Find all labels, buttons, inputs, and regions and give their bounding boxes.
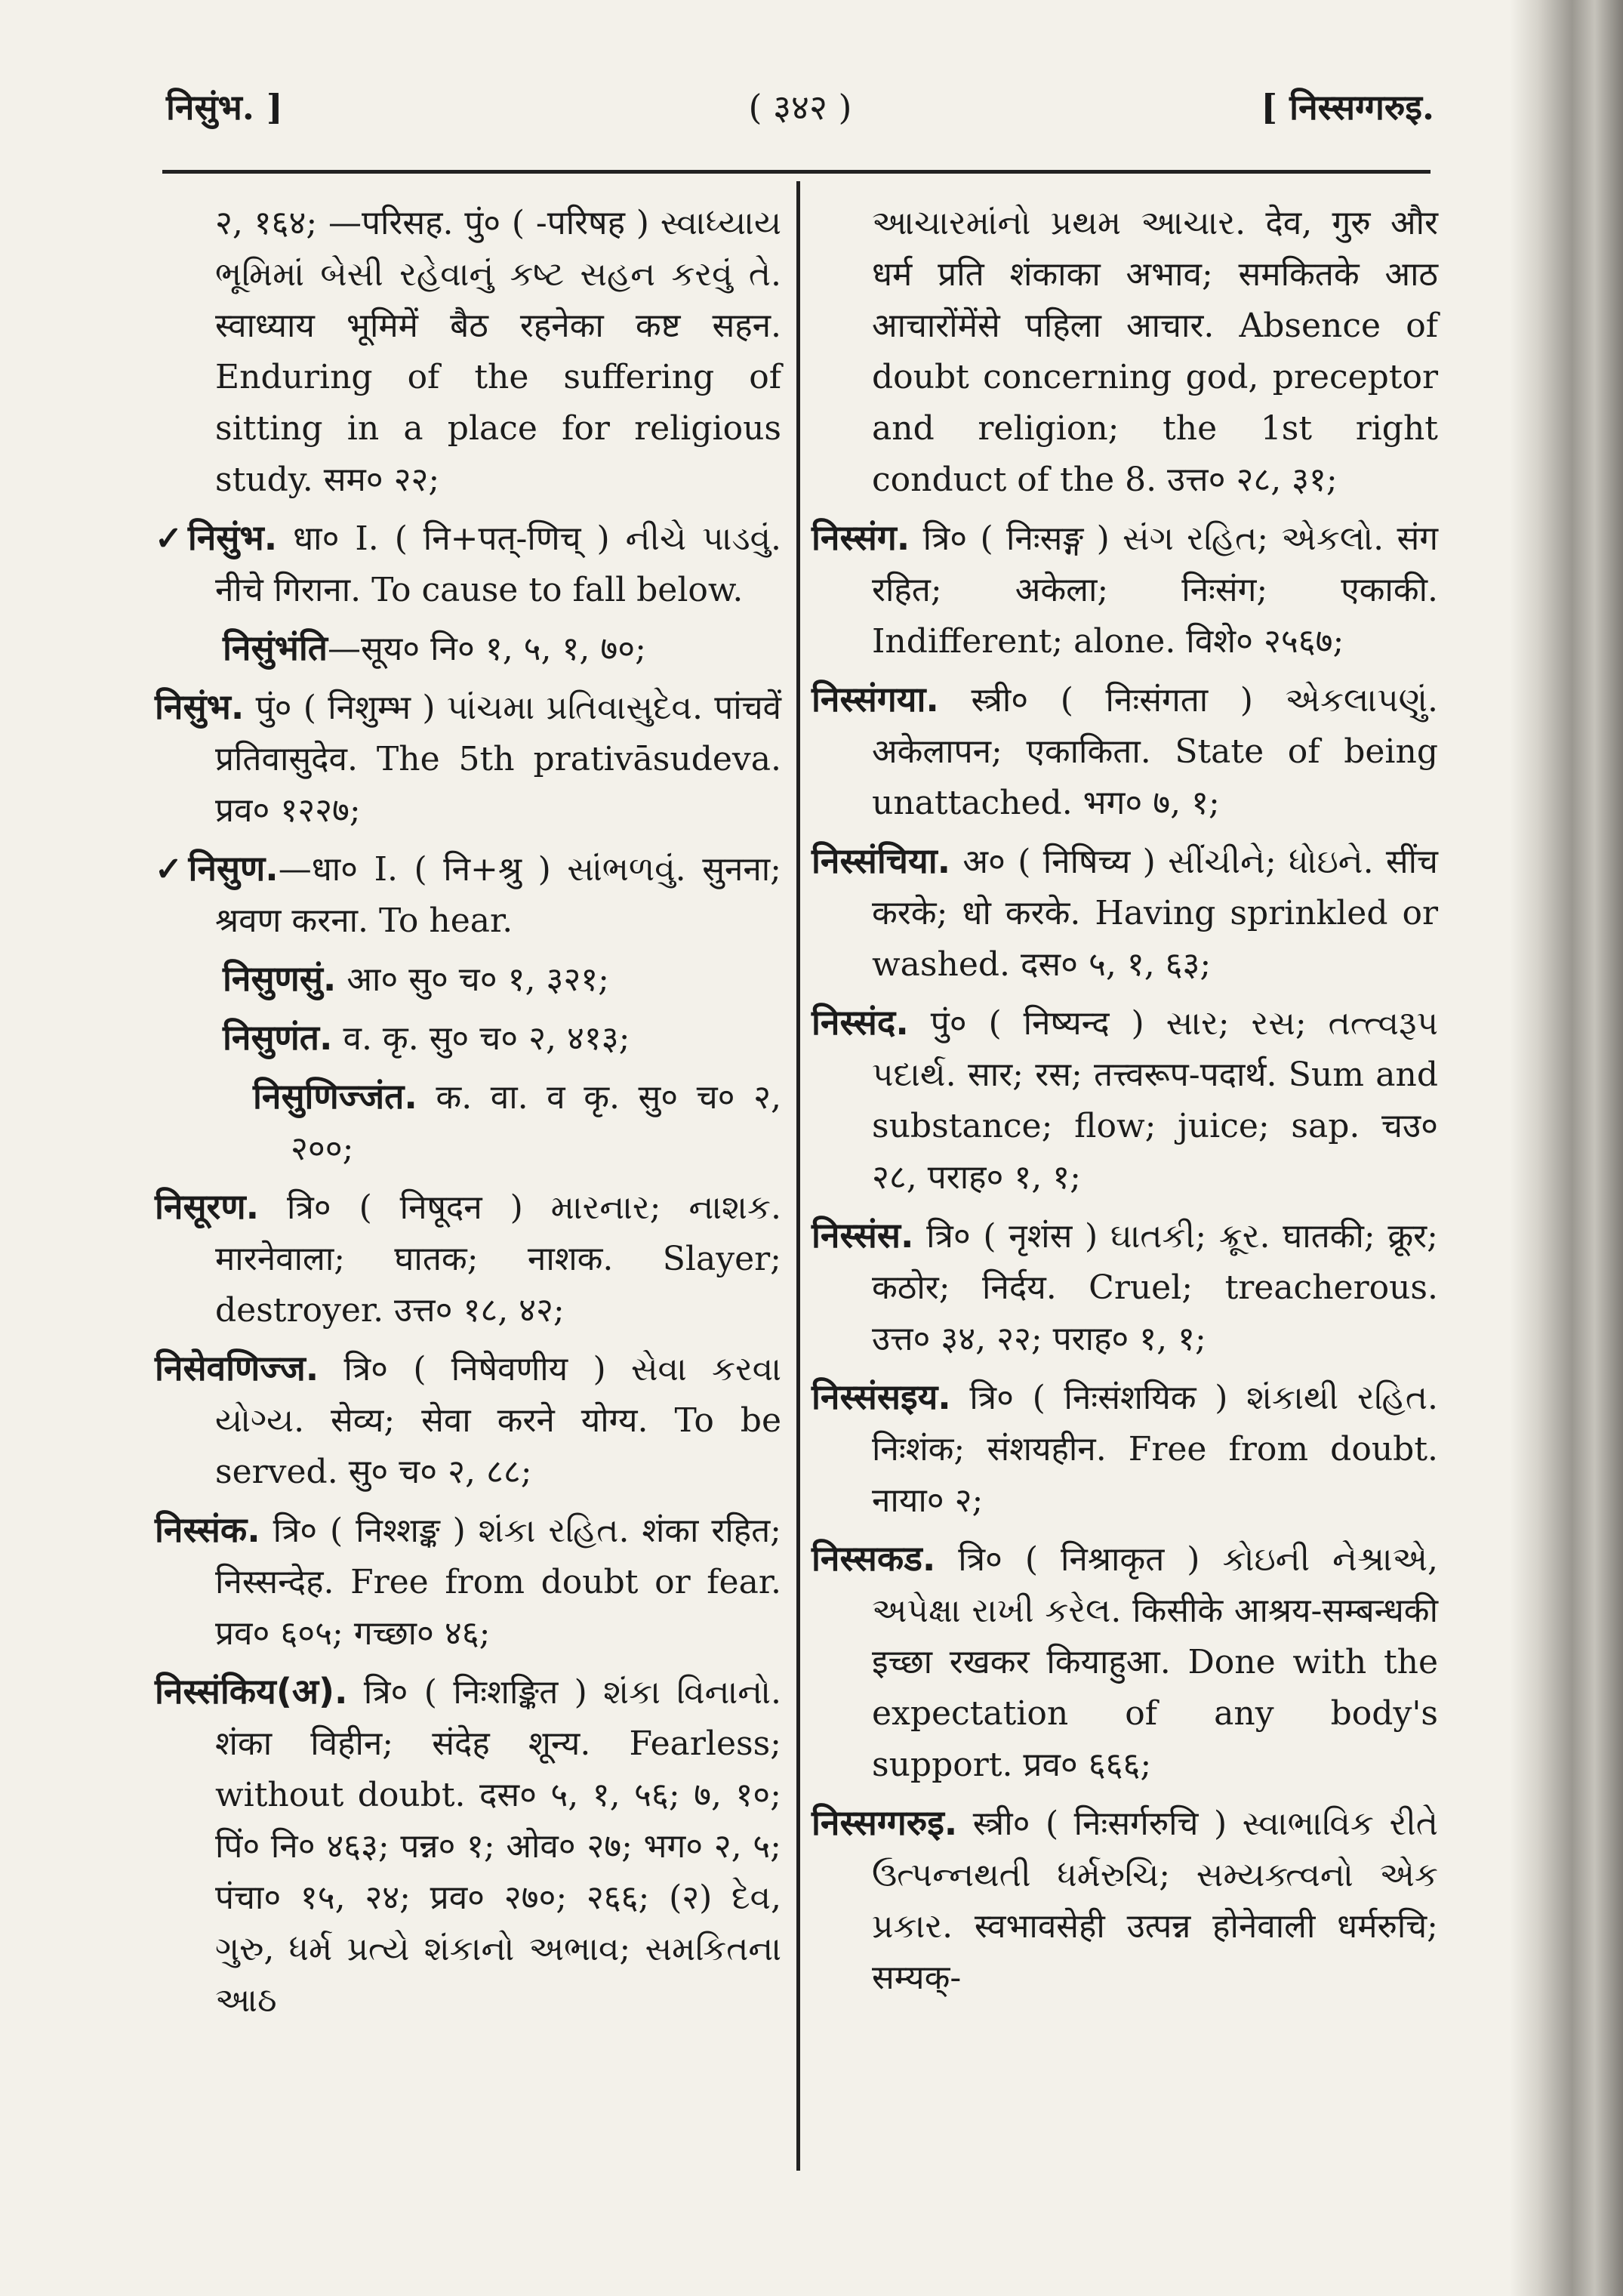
entry-headword: निसुणिज्जंत. bbox=[253, 1076, 417, 1117]
dictionary-entry bbox=[812, 835, 1438, 991]
dictionary-entry bbox=[155, 843, 781, 947]
entry-definition: આચારમાંનો પ્રથમ આચાર. देव, गुरु और धर्म प्रति शंकाका अभाव; समकितके आठ आचारोंमेंसे पहिला आचार. Absence of doubt concerning god, preceptor and religion; the 1st right conduct of the 8. उत्त० २८, ३१; bbox=[872, 204, 1438, 499]
entry-headword: निसुणसुं. bbox=[223, 958, 337, 999]
entry-headword: निस्सग्गरुइ. bbox=[812, 1802, 958, 1843]
entry-headword: निसुण. bbox=[188, 848, 279, 889]
entry-definition: त्रि० ( निश्शङ्क ) શંકા રહિત. शंका रहित; निस्सन्देह. Free from doubt or fear. प्रव० ६०५; गच्छा० ४६; bbox=[215, 1512, 781, 1653]
dictionary-entry bbox=[155, 1071, 781, 1175]
entry-definition: त्रि० ( नृशंस ) ઘાતકી; ક્રૂર. घातकी; क्रूर; कठोर; निर्दय. Cruel; treacherous. उत्त० ३४, २२; पराह० १, १; bbox=[872, 1217, 1438, 1358]
header-right-guide-word: [ निस्सग्गरुइ. bbox=[1261, 87, 1434, 128]
dictionary-entry bbox=[812, 1533, 1438, 1791]
entry-definition: पुं० ( निष्यन्द ) સાર; રસ; તત્ત્વરૂપ પદાર્થ. सार; रस; तत्त्वरूप-पदार्थ. Sum and substance; flow; juice; sap. चउ० २८, पराह० १, १; bbox=[872, 1004, 1438, 1197]
dictionary-entry bbox=[155, 1342, 781, 1498]
page-header bbox=[166, 83, 1434, 143]
dictionary-entry bbox=[155, 953, 781, 1006]
dictionary-entry bbox=[812, 997, 1438, 1203]
dictionary-entry bbox=[812, 198, 1438, 506]
entry-headword: निस्संस. bbox=[812, 1215, 914, 1256]
entry-definition: त्रि० ( निःशङ्कित ) શંકા વિનાનો. शंका विहीन; संदेह शून्य. Fearless; without doubt. दस० ५, १, ५६; ७, १०; पिं० नि० ४६३; पन्न० १; ओव० २७; भग० २, ५; पंचा० १५, २४; प्रव० २७०; २६६; (२) દેવ, ગુરુ, ધર્મ પ્રત્યે શંકાનો અભાવ; સમકિતના આઠ bbox=[215, 1673, 781, 2020]
verb-root-check-mark: ✓ bbox=[155, 519, 188, 558]
entry-definition: —धा० I. ( नि+श्रु ) સાંભળવું. सुनना; श्रवण करना. To hear. bbox=[215, 850, 781, 940]
entry-headword: निसुंभ. bbox=[155, 686, 245, 727]
header-rule bbox=[162, 170, 1431, 174]
entry-definition: व. कृ. सु० च० २, ४१३; bbox=[332, 1019, 630, 1058]
dictionary-entry bbox=[155, 622, 781, 675]
entry-definition: पुं० ( निशुम्भ ) પાંચમા પ્રતિવાસુદેવ. पांचवें प्रतिवासुदेव. The 5th prativāsudeva. प्रव० १२२७; bbox=[215, 689, 781, 830]
entry-headword: निस्संकिय(अ). bbox=[155, 1671, 348, 1712]
entry-definition: त्रि० ( निःसंशयिक ) શંકાથી રહિત. निःशंक; संशयहीन. Free from doubt. नाया० २; bbox=[872, 1379, 1438, 1520]
entry-definition: आ० सु० च० १, ३२१; bbox=[336, 960, 609, 999]
entry-definition: स्त्री० ( निःसंगता ) એકલાપણું. अकेलापन; एकाकिता. State of being unattached. भग० ७, १; bbox=[872, 681, 1438, 822]
dictionary-entry bbox=[155, 1181, 781, 1336]
entry-definition: अ० ( निषिच्य ) સીંચીને; ધોઇને. सींच करके; धो करके. Having sprinkled or washed. दस० ५, १, ६३; bbox=[872, 843, 1438, 984]
dictionary-entry bbox=[155, 1666, 781, 2026]
entry-definition: —सूय० नि० १, ५, १, ७०; bbox=[328, 630, 646, 668]
dictionary-entry bbox=[812, 1210, 1438, 1365]
left-column bbox=[155, 198, 781, 2032]
entry-definition: त्रि० ( निषेवणीय ) સેવા કરવા યોગ્ય. सेव्य; सेवा करने योग्य. To be served. सु० च० २, ८८; bbox=[215, 1350, 781, 1491]
page-edge-shadow bbox=[1510, 0, 1623, 2296]
entry-headword: निसेवणिज्ज. bbox=[155, 1348, 319, 1388]
right-column bbox=[812, 198, 1438, 2010]
entry-headword: निस्संद. bbox=[812, 1002, 909, 1043]
dictionary-entry bbox=[155, 681, 781, 837]
entry-headword: निसुंभ. bbox=[187, 517, 278, 558]
entry-headword: निस्संसइय. bbox=[812, 1376, 951, 1417]
verb-root-check-mark: ✓ bbox=[155, 850, 189, 889]
entry-headword: निसुणंत. bbox=[223, 1017, 333, 1058]
header-left-guide-word: निसुंभ. ] bbox=[166, 87, 283, 128]
page-number: ( ३४२ ) bbox=[748, 87, 852, 128]
dictionary-entry bbox=[812, 512, 1438, 667]
dictionary-entry bbox=[812, 1371, 1438, 1527]
entry-definition: त्रि० ( निःसङ्ग ) સંગ રહિત; એકલો. संग रहित; अकेला; निःसंग; एकाकी. Indifferent; alone. विशे० २५६७; bbox=[872, 519, 1438, 661]
entry-headword: निसूरण. bbox=[155, 1186, 260, 1227]
dictionary-entry bbox=[155, 1504, 781, 1660]
column-divider bbox=[796, 181, 800, 2171]
dictionary-entry bbox=[155, 198, 781, 506]
entry-headword: निस्संगया. bbox=[812, 679, 939, 720]
entry-definition: २, १६४; —परिसह. पुं० ( -परिषह ) સ્વાધ્યાય ભૂમિમાં બેસી રહેવાનું કષ્ટ સહન કરવું તે. स्वाध्याय भूमिमें बैठ रहनेका कष्ट सहन. Enduring of the suffering of sitting in a place for religious study. सम० २२; bbox=[215, 204, 781, 499]
entry-headword: निसुंभंति bbox=[223, 627, 328, 668]
dictionary-entry bbox=[812, 1797, 1438, 2004]
dictionary-entry bbox=[155, 512, 781, 616]
entry-headword: निस्संग. bbox=[812, 517, 910, 558]
entry-definition: त्रि० ( निषूदन ) મારનાર; નાશક. मारनेवाला; घातक; नाशक. Slayer; destroyer. उत्त० १८, ४२; bbox=[215, 1188, 781, 1330]
entry-definition: धा० I. ( नि+पत्-णिच् ) નીચે પાડવું. नीचे गिराना. To cause to fall below. bbox=[215, 519, 781, 609]
entry-definition: त्रि० ( निश्राकृत ) કોઇની નેશ્રાએ, અપેક્ષા રાખી કરેલ. किसीके आश्रय-सम्बन्धकी इच्छा रखकर कियाहुआ. Done with the expectation of any body's support. प्रव० ६६६; bbox=[872, 1540, 1438, 1784]
entry-headword: निस्संक. bbox=[155, 1509, 260, 1550]
dictionary-entry bbox=[155, 1012, 781, 1065]
entry-definition: क. वा. व कृ. सु० च० २, २००; bbox=[291, 1078, 781, 1168]
dictionary-entry bbox=[812, 673, 1438, 829]
entry-definition: स्त्री० ( निःसर्गरुचि ) સ્વાભાવિક રીતે ઉત્પન્નથતી ધર્મરુચિ; સમ્યક્ત્વનો એક પ્રકાર. स्वभावसेही उत्पन्न होनेवाली धर्मरुचि; सम्यक्- bbox=[872, 1804, 1438, 1997]
entry-headword: निस्सकड. bbox=[812, 1538, 936, 1579]
entry-headword: निस्संचिया. bbox=[812, 840, 951, 881]
